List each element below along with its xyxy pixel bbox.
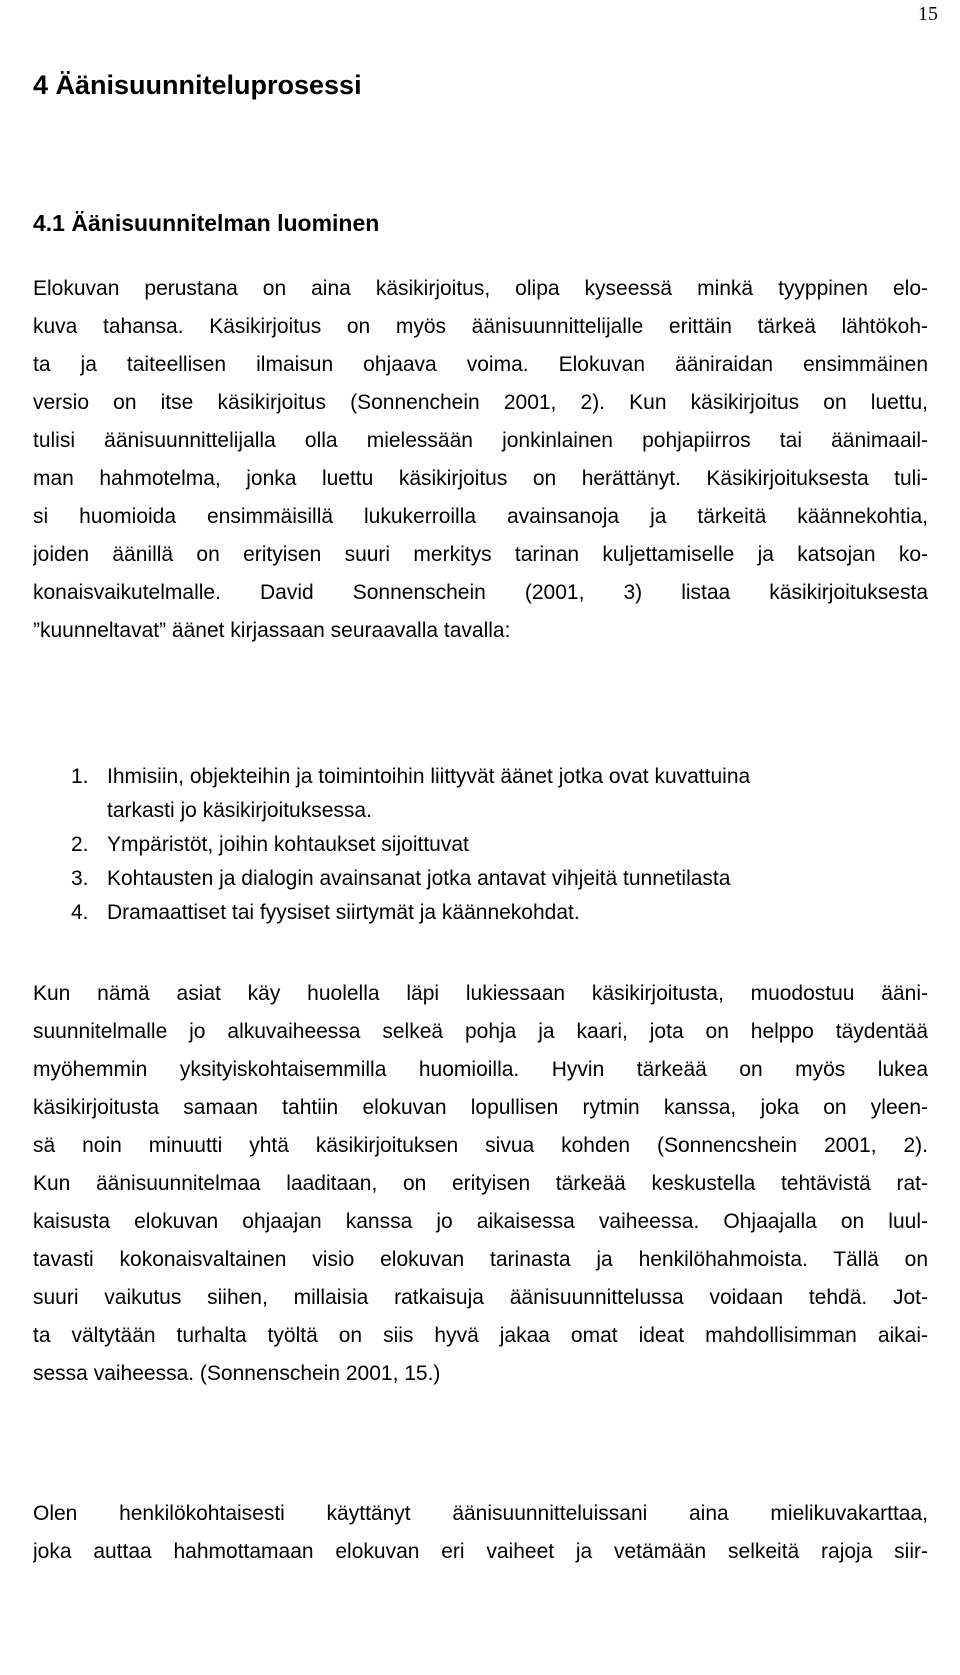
list-item-line: tarkasti jo käsikirjoituksessa. — [107, 799, 372, 822]
chapter-heading: 4 Äänisuunniteluprosessi — [33, 70, 362, 100]
list-item — [71, 896, 921, 930]
list-item-line: Dramaattiset tai fyysiset siirtymät ja käännekohdat. — [107, 901, 580, 924]
list-item — [71, 760, 921, 828]
paragraph-line: Kun äänisuunnitelmaa laaditaan, on erityisen tärkeää keskustella tehtävistä rat- — [33, 1172, 928, 1195]
paragraph-line: joka auttaa hahmottamaan elokuvan eri vaiheet ja vetämään selkeitä rajoja siir- — [33, 1540, 928, 1563]
list-item-number: 3. — [71, 867, 89, 890]
paragraph-line: versio on itse käsikirjoitus (Sonnenchein 2001, 2). Kun käsikirjoitus on luettu, — [33, 391, 928, 414]
paragraph-line: joiden äänillä on erityisen suuri merkitys tarinan kuljettamiselle ja katsojan ko- — [33, 543, 928, 566]
list-item — [71, 828, 921, 862]
list-item — [71, 862, 921, 896]
paragraph-line: ”kuunneltavat” äänet kirjassaan seuraavalla tavalla: — [33, 619, 511, 642]
paragraph-line: käsikirjoitusta samaan tahtiin elokuvan lopullisen rytmin kanssa, joka on yleen- — [33, 1096, 928, 1119]
list-item-number: 1. — [71, 765, 89, 788]
list-item-number: 4. — [71, 901, 89, 924]
paragraph-line: Olen henkilökohtaisesti käyttänyt äänisuunnitteluissani aina mielikuvakarttaa, — [33, 1502, 928, 1525]
list-item-line: Kohtausten ja dialogin avainsanat jotka antavat vihjeitä tunnetilasta — [107, 867, 731, 890]
paragraph-line: Elokuvan perustana on aina käsikirjoitus, olipa kyseessä minkä tyyppinen elo- — [33, 277, 928, 300]
paragraph-line: sessa vaiheessa. (Sonnenschein 2001, 15.) — [33, 1362, 441, 1385]
paragraph-line: man hahmotelma, jonka luettu käsikirjoitus on herättänyt. Käsikirjoituksesta tuli- — [33, 467, 928, 490]
paragraph-line: tulisi äänisuunnittelijalla olla mielessään jonkinlainen pohjapiirros tai äänimaail- — [33, 429, 928, 452]
paragraph-1 — [33, 270, 928, 650]
paragraph-3 — [33, 1495, 928, 1571]
paragraph-line: suuri vaikutus siihen, millaisia ratkaisuja äänisuunnittelussa voidaan tehdä. Jot- — [33, 1286, 928, 1309]
list-item-line: Ympäristöt, joihin kohtaukset sijoittuvat — [107, 833, 469, 856]
sound-list — [71, 760, 921, 930]
page-number: 15 — [918, 3, 938, 25]
paragraph-line: myöhemmin yksityiskohtaisemmilla huomioilla. Hyvin tärkeää on myös lukea — [33, 1058, 928, 1081]
paragraph-line: suunnitelmalle jo alkuvaiheessa selkeä pohja ja kaari, jota on helppo täydentää — [33, 1020, 928, 1043]
paragraph-line: konaisvaikutelmalle. David Sonnenschein (2001, 3) listaa käsikirjoituksesta — [33, 581, 928, 604]
paragraph-line: ta vältytään turhalta työltä on siis hyvä jakaa omat ideat mahdollisimman aikai- — [33, 1324, 928, 1347]
paragraph-line: kuva tahansa. Käsikirjoitus on myös äänisuunnittelijalle erittäin tärkeä lähtökoh- — [33, 315, 928, 338]
paragraph-line: kaisusta elokuvan ohjaajan kanssa jo aikaisessa vaiheessa. Ohjaajalla on luul- — [33, 1210, 928, 1233]
list-item-line: Ihmisiin, objekteihin ja toimintoihin liittyvät äänet jotka ovat kuvattuina — [107, 765, 751, 788]
paragraph-line: si huomioida ensimmäisillä lukukerroilla avainsanoja ja tärkeitä käännekohtia, — [33, 505, 928, 528]
paragraph-line: Kun nämä asiat käy huolella läpi lukiessaan käsikirjoitusta, muodostuu ääni- — [33, 982, 928, 1005]
list-item-number: 2. — [71, 833, 89, 856]
paragraph-line: ta ja taiteellisen ilmaisun ohjaava voima. Elokuvan ääniraidan ensimmäinen — [33, 353, 928, 376]
paragraph-line: tavasti kokonaisvaltainen visio elokuvan tarinasta ja henkilöhahmoista. Tällä on — [33, 1248, 928, 1271]
paragraph-2 — [33, 975, 928, 1393]
paragraph-line: sä noin minuutti yhtä käsikirjoituksen sivua kohden (Sonnencshein 2001, 2). — [33, 1134, 928, 1157]
section-heading: 4.1 Äänisuunnitelman luominen — [33, 210, 380, 236]
